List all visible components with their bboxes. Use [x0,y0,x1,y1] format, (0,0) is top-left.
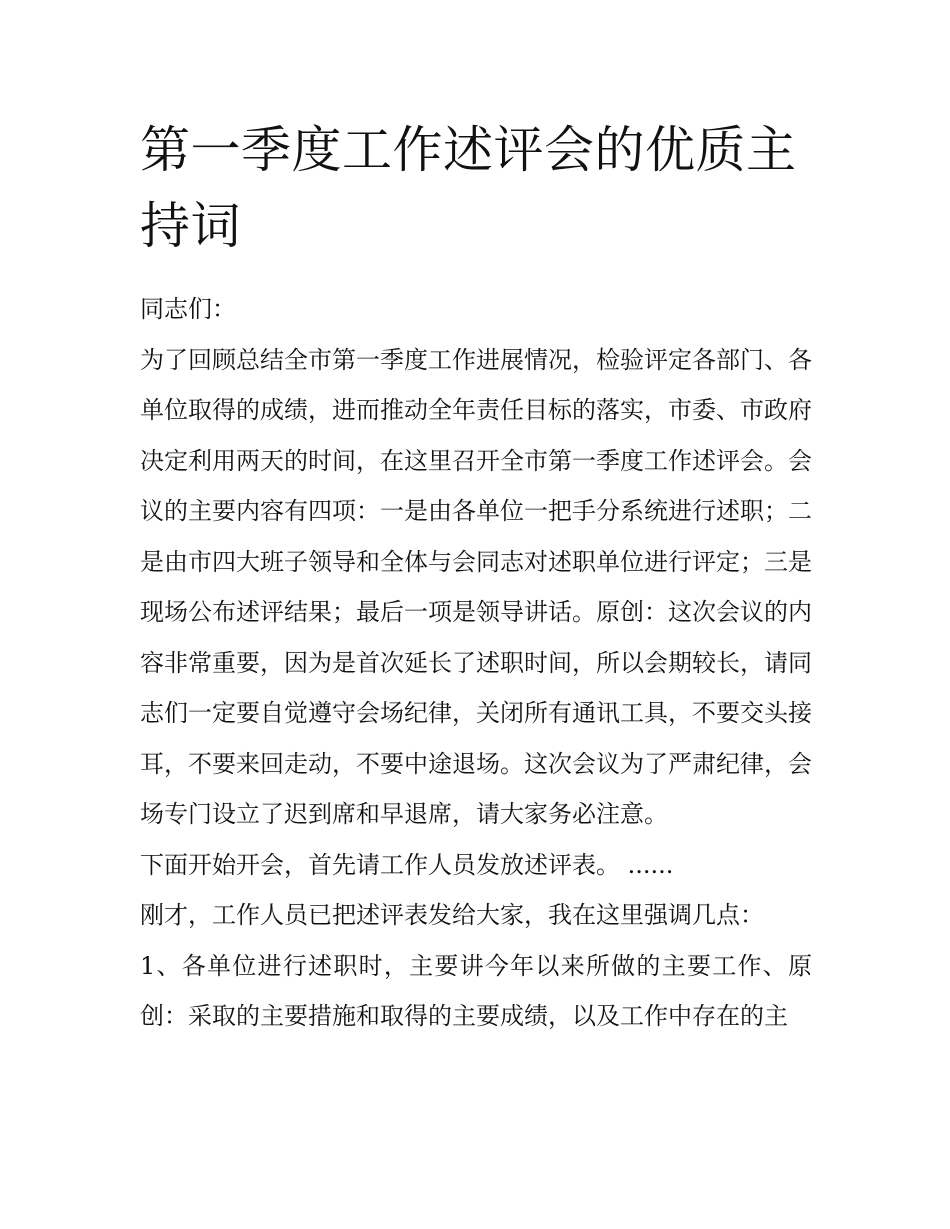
point-one-paragraph: 1、各单位进行述职时，主要讲今年以来所做的主要工作、原创：采取的主要措施和取得的主要成绩，以及工作中存在的主 [140,951,812,1030]
greeting-paragraph: 同志们： [140,295,236,323]
document-title: 第一季度工作述评会的优质主持词 [140,121,797,255]
emphasis-paragraph: 刚才，工作人员已把述评表发给大家，我在这里强调几点： [140,901,764,929]
intro-paragraph: 为了回顾总结全市第一季度工作进展情况，检验评定各部门、各单位取得的成绩，进而推动全年责任目标的落实，市委、市政府决定利用两天的时间，在这里召开全市第一季度工作述评会。会议的主要内容有四项：一是由各单位一把手分系统进行述职；二是由市四大班子领导和全体与会同志对述职单位进行评定；三是现场公布述评结果；最后一项是领导讲话。原创：这次会议的内容非常重要，因为是首次延长了述职时间，所以会期较长，请同志们一定要自觉遵守会场纪律，关闭所有通讯工具，不要交头接耳，不要来回走动，不要中途退场。这次会议为了严肃纪律，会场专门设立了迟到席和早退席，请大家务必注意。 [140,345,812,828]
document-page [140,112,812,1042]
start-meeting-paragraph: 下面开始开会，首先请工作人员发放述评表。 ...... [140,850,674,879]
